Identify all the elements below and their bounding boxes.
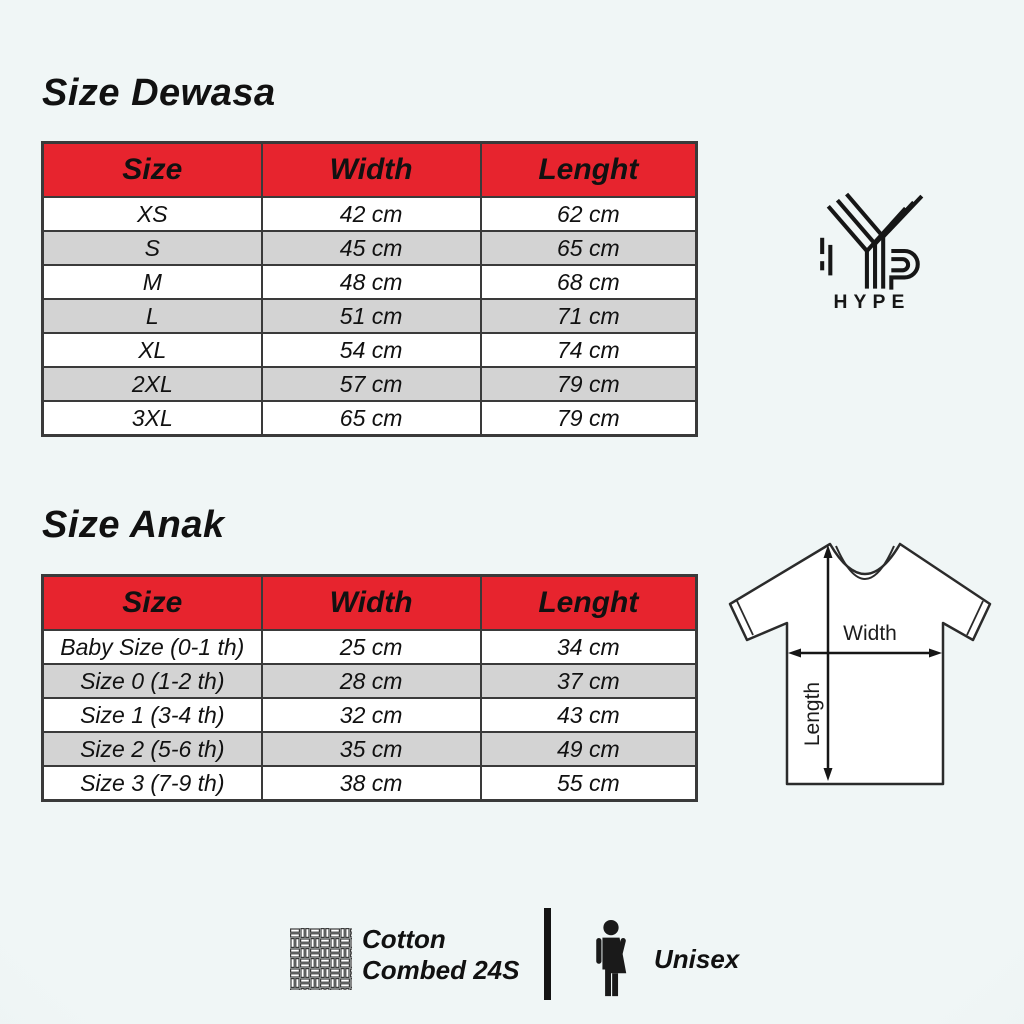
length-cell: 65 cm bbox=[481, 231, 697, 265]
length-cell: 55 cm bbox=[481, 766, 697, 801]
width-cell: 54 cm bbox=[262, 333, 481, 367]
header-cell-width: Width bbox=[262, 143, 481, 198]
length-cell: 74 cm bbox=[481, 333, 697, 367]
table-row bbox=[43, 766, 697, 801]
adult-section-title: Size Dewasa bbox=[42, 72, 276, 114]
length-cell: 71 cm bbox=[481, 299, 697, 333]
size-cell: XS bbox=[43, 197, 262, 231]
length-cell: 49 cm bbox=[481, 732, 697, 766]
header-cell-length: Lenght bbox=[481, 576, 697, 631]
length-cell: 43 cm bbox=[481, 698, 697, 732]
length-cell: 79 cm bbox=[481, 401, 697, 436]
width-label: Width bbox=[843, 622, 897, 645]
width-cell: 25 cm bbox=[262, 630, 481, 664]
size-cell: S bbox=[43, 231, 262, 265]
table-row bbox=[43, 367, 697, 401]
width-cell: 35 cm bbox=[262, 732, 481, 766]
brand-logo bbox=[810, 190, 934, 312]
size-cell: Size 2 (5-6 th) bbox=[43, 732, 262, 766]
width-cell: 42 cm bbox=[262, 197, 481, 231]
size-cell: Size 1 (3-4 th) bbox=[43, 698, 262, 732]
table-row bbox=[43, 664, 697, 698]
width-cell: 65 cm bbox=[262, 401, 481, 436]
length-cell: 37 cm bbox=[481, 664, 697, 698]
unisex-person-icon bbox=[590, 919, 632, 1004]
length-cell: 62 cm bbox=[481, 197, 697, 231]
fabric-weave-icon bbox=[290, 928, 352, 995]
size-cell: Baby Size (0-1 th) bbox=[43, 630, 262, 664]
width-cell: 28 cm bbox=[262, 664, 481, 698]
tshirt-measurement-diagram bbox=[718, 530, 1002, 799]
material-line2: Combed 24S bbox=[362, 955, 520, 985]
header-cell-length: Lenght bbox=[481, 143, 697, 198]
size-cell: L bbox=[43, 299, 262, 333]
header-cell-size: Size bbox=[43, 576, 262, 631]
material-label bbox=[362, 924, 520, 986]
table-row bbox=[43, 265, 697, 299]
table-row bbox=[43, 630, 697, 664]
width-cell: 38 cm bbox=[262, 766, 481, 801]
table-row bbox=[43, 732, 697, 766]
size-cell: M bbox=[43, 265, 262, 299]
length-cell: 34 cm bbox=[481, 630, 697, 664]
material-line1: Cotton bbox=[362, 924, 446, 954]
width-cell: 57 cm bbox=[262, 367, 481, 401]
width-cell: 32 cm bbox=[262, 698, 481, 732]
length-cell: 68 cm bbox=[481, 265, 697, 299]
width-cell: 48 cm bbox=[262, 265, 481, 299]
tshirt-icon bbox=[718, 530, 1002, 794]
size-cell: 3XL bbox=[43, 401, 262, 436]
table-row bbox=[43, 698, 697, 732]
table-row bbox=[43, 197, 697, 231]
width-cell: 45 cm bbox=[262, 231, 481, 265]
size-cell: XL bbox=[43, 333, 262, 367]
table-row bbox=[43, 401, 697, 436]
kids-table-header-row bbox=[43, 576, 697, 631]
hype-logo-icon bbox=[814, 190, 930, 312]
header-cell-size: Size bbox=[43, 143, 262, 198]
size-cell: Size 0 (1-2 th) bbox=[43, 664, 262, 698]
brand-name-label: HYPE bbox=[833, 291, 911, 312]
gender-label: Unisex bbox=[654, 944, 740, 974]
table-row bbox=[43, 231, 697, 265]
table-row bbox=[43, 333, 697, 367]
size-cell: 2XL bbox=[43, 367, 262, 401]
table-row bbox=[43, 299, 697, 333]
length-label: Length bbox=[801, 681, 824, 747]
footer-divider bbox=[544, 908, 551, 1000]
header-cell-width: Width bbox=[262, 576, 481, 631]
kids-size-table bbox=[41, 574, 698, 802]
adult-size-table bbox=[41, 141, 698, 437]
kids-section-title: Size Anak bbox=[42, 504, 225, 546]
adult-table-header-row bbox=[43, 143, 697, 198]
width-cell: 51 cm bbox=[262, 299, 481, 333]
length-cell: 79 cm bbox=[481, 367, 697, 401]
size-cell: Size 3 (7-9 th) bbox=[43, 766, 262, 801]
